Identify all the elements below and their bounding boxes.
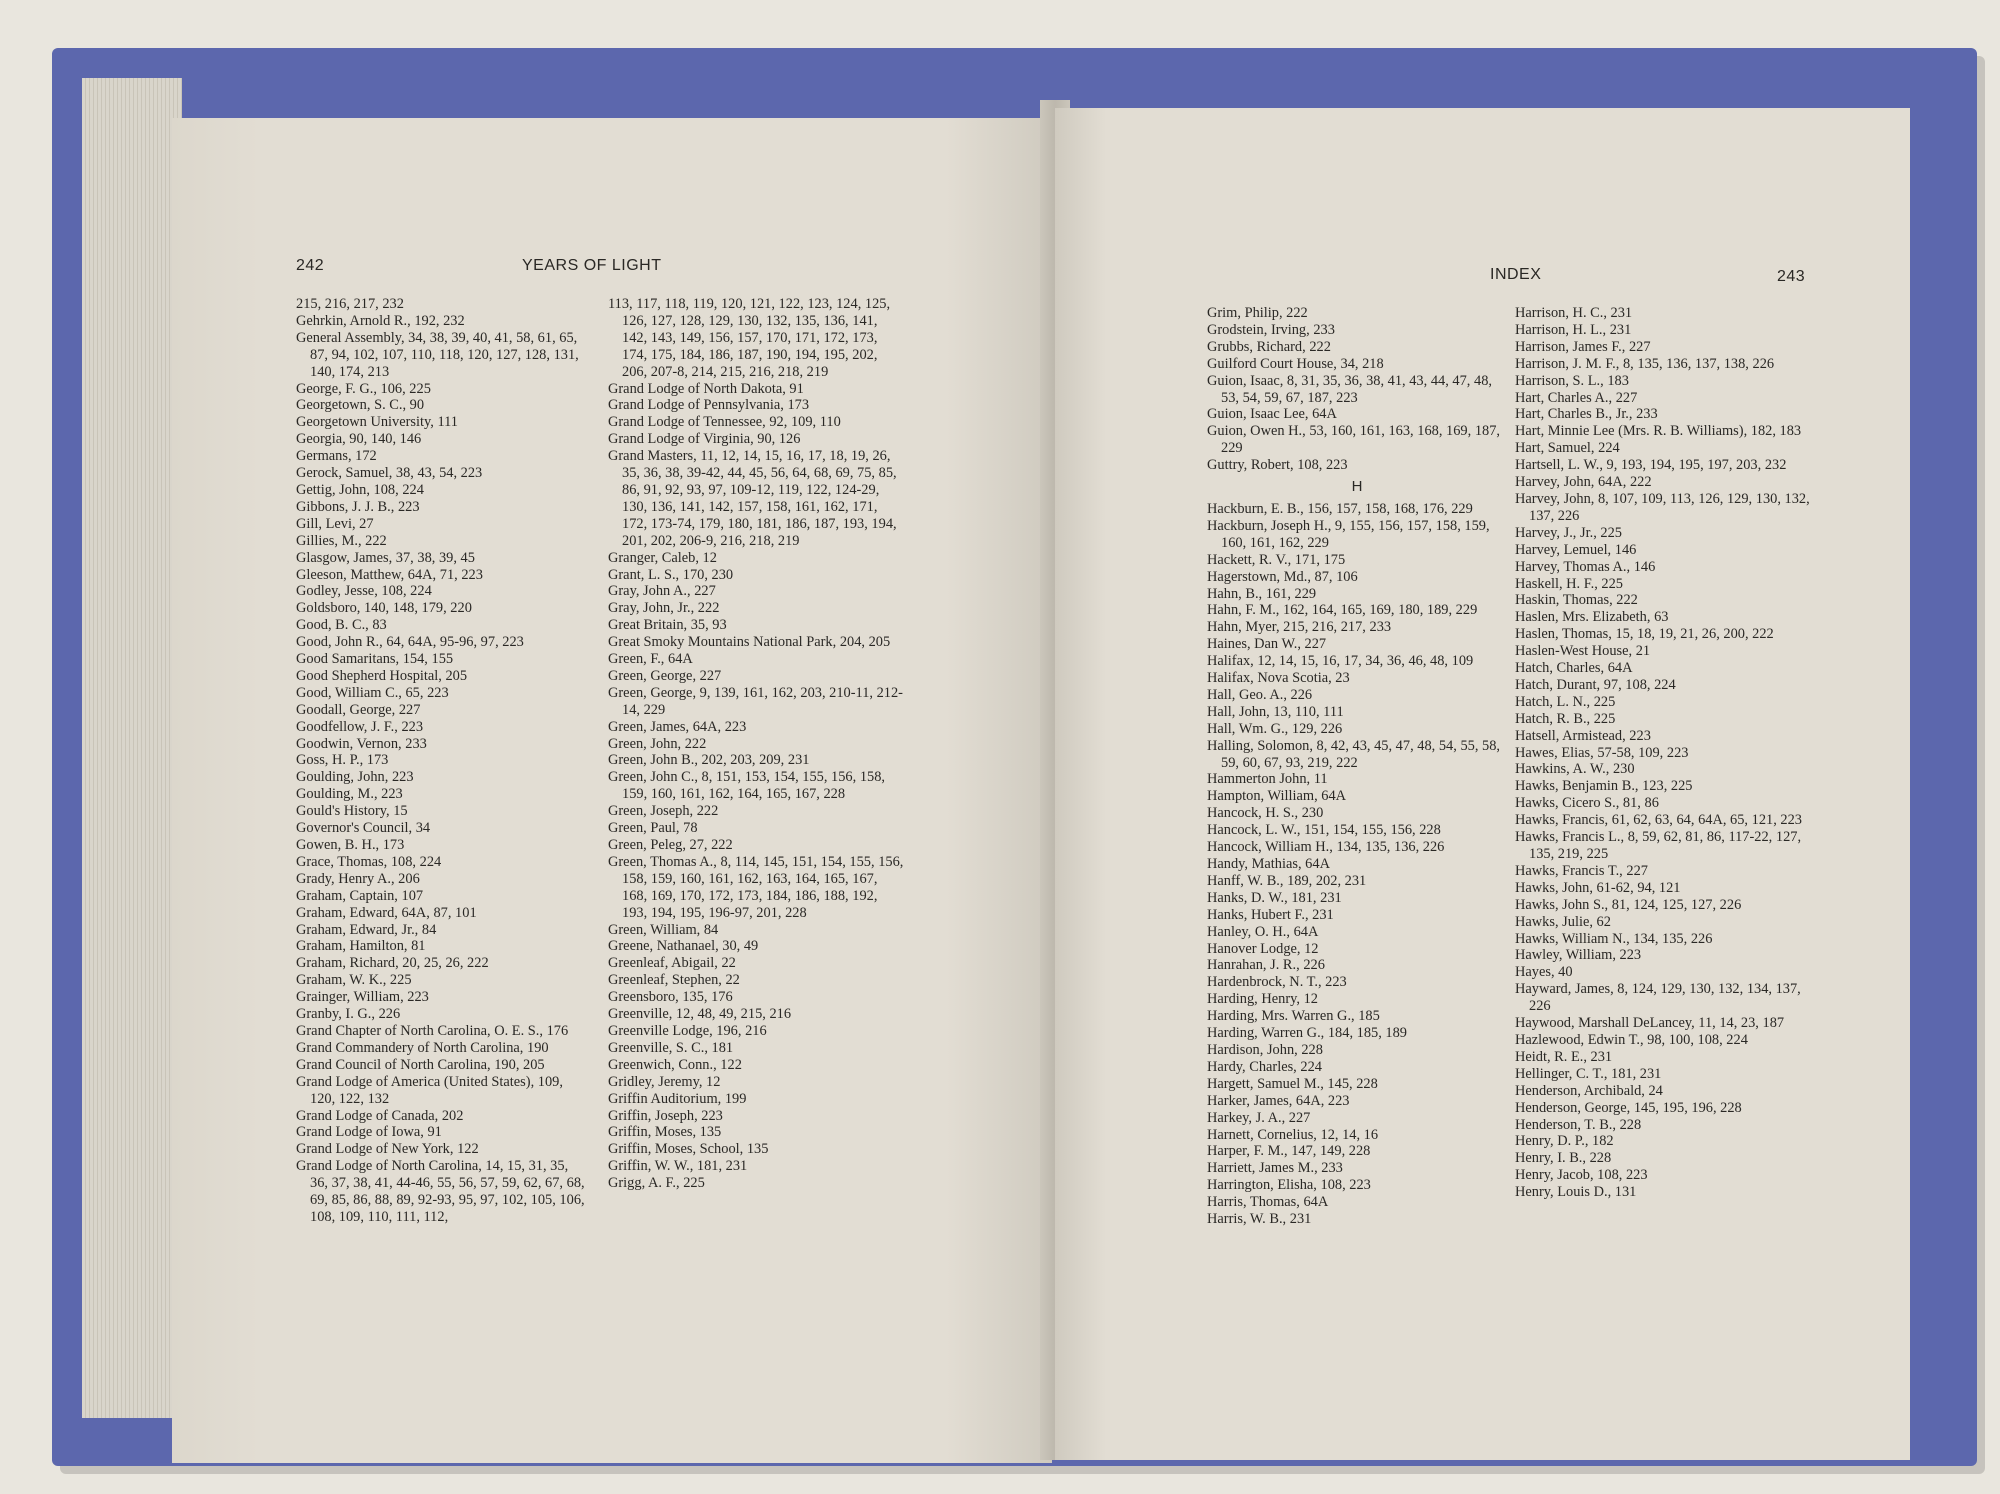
index-entry: Griffin Auditorium, 199 — [608, 1090, 747, 1107]
index-entry: Hazlewood, Edwin T., 98, 100, 108, 224 — [1515, 1031, 1748, 1048]
index-entry: Harvey, John, 64A, 222 — [1515, 474, 1652, 491]
index-entry: Harrison, J. M. F., 8, 135, 136, 137, 138, 226 — [1515, 355, 1775, 372]
index-entry: Good Samaritans, 154, 155 — [296, 651, 454, 668]
index-entry: Henderson, T. B., 228 — [1515, 1116, 1642, 1133]
left-page — [172, 118, 1052, 1463]
index-entry: Green, F., 64A — [608, 651, 693, 668]
index-entry: Grand Commandery of North Carolina, 190 — [296, 1039, 549, 1056]
index-entry: Greenville Lodge, 196, 216 — [608, 1022, 767, 1039]
index-entry: Hancock, L. W., 151, 154, 155, 156, 228 — [1207, 822, 1441, 839]
index-entry: Griffin, Moses, 135 — [608, 1124, 722, 1141]
index-entry: Grand Lodge of North Carolina, 14, 15, 31, 35, 36, 37, 38, 41, 44-46, 55, 56, 57, 59, 62, 67, 68, 69, 85, 86, 88, 89, 92-93, 95, 97, 102, 105, 106, 108, 109, 110, 111, 112, — [296, 1158, 585, 1225]
index-entry: Harris, Thomas, 64A — [1207, 1194, 1329, 1211]
running-title-left: YEARS OF LIGHT — [522, 257, 662, 274]
index-entry: Good, William C., 65, 223 — [296, 684, 449, 701]
index-entry: Greene, Nathanael, 30, 49 — [608, 938, 759, 955]
index-entry: Harris, W. B., 231 — [1207, 1211, 1312, 1228]
index-entry: Hawkins, A. W., 230 — [1515, 761, 1635, 778]
index-entry: Green, James, 64A, 223 — [608, 718, 747, 735]
page-number-left: 242 — [296, 257, 325, 274]
index-entry: Gettig, John, 108, 224 — [296, 481, 424, 498]
index-entry: Hancock, H. S., 230 — [1207, 805, 1324, 822]
index-entry: Germans, 172 — [296, 448, 377, 465]
index-entry: Henry, Jacob, 108, 223 — [1515, 1167, 1648, 1184]
index-entry: Hanley, O. H., 64A — [1207, 923, 1319, 940]
index-entry: Hancock, William H., 134, 135, 136, 226 — [1207, 839, 1445, 856]
index-column-right-2 — [1515, 305, 1813, 1201]
index-entry: Grand Lodge of Tennessee, 92, 109, 110 — [608, 414, 841, 431]
index-entry: Green, George, 227 — [608, 667, 722, 684]
index-entry: Guttry, Robert, 108, 223 — [1207, 457, 1348, 474]
index-entry: Goodfellow, J. F., 223 — [296, 718, 424, 735]
index-entry: Hawks, John S., 81, 124, 125, 127, 226 — [1515, 896, 1742, 913]
index-entry: 113, 117, 118, 119, 120, 121, 122, 123, 124, 125, 126, 127, 128, 129, 130, 132, 135, 136, 141, 142, 143, 149, 156, 157, 170, 171, 172, 173, 174, 175, 184, 186, 187, 190, 194, 195, 202, 206, 207-8, 214, 215, 216, 218, 219 — [608, 296, 891, 380]
index-entry: Good Shepherd Hospital, 205 — [296, 667, 468, 684]
index-entry: Hawks, Francis T., 227 — [1515, 862, 1648, 879]
index-entry: Hackburn, E. B., 156, 157, 158, 168, 176, 229 — [1207, 500, 1473, 517]
index-entry: Grant, L. S., 170, 230 — [608, 566, 734, 583]
index-entry: Graham, Edward, Jr., 84 — [296, 921, 437, 938]
index-entry: Hardy, Charles, 224 — [1207, 1058, 1322, 1075]
index-entry: Grigg, A. F., 225 — [608, 1175, 705, 1192]
index-entry: Harding, Henry, 12 — [1207, 991, 1318, 1008]
index-entry: Gill, Levi, 27 — [296, 515, 374, 532]
index-entry: Gridley, Jeremy, 12 — [608, 1073, 721, 1090]
index-entry: Great Britain, 35, 93 — [608, 617, 727, 634]
index-entry: Hart, Samuel, 224 — [1515, 440, 1620, 457]
index-entry: Guion, Isaac Lee, 64A — [1207, 406, 1337, 423]
index-entry: Gerock, Samuel, 38, 43, 54, 223 — [296, 465, 483, 482]
index-entry: Hawks, John, 61-62, 94, 121 — [1515, 879, 1681, 896]
index-entry: Grand Lodge of Iowa, 91 — [296, 1124, 442, 1141]
index-entry: Gillies, M., 222 — [296, 532, 387, 549]
index-entry: Haines, Dan W., 227 — [1207, 636, 1327, 653]
index-entry: Grady, Henry A., 206 — [296, 870, 420, 887]
index-entry: Harrison, James F., 227 — [1515, 338, 1651, 355]
index-entry: Haywood, Marshall DeLancey, 11, 14, 23, 187 — [1515, 1015, 1785, 1032]
index-entry: Hanks, D. W., 181, 231 — [1207, 889, 1342, 906]
index-entry: Hart, Charles B., Jr., 233 — [1515, 406, 1658, 423]
index-entry: Hanff, W. B., 189, 202, 231 — [1207, 872, 1367, 889]
index-column-right-1 — [1207, 305, 1507, 1228]
index-entry: Good, John R., 64, 64A, 95-96, 97, 223 — [296, 634, 524, 651]
index-entry: Gleeson, Matthew, 64A, 71, 223 — [296, 566, 483, 583]
index-entry: Goulding, M., 223 — [296, 786, 403, 803]
index-entry: 215, 216, 217, 232 — [296, 296, 404, 312]
index-entry: Graham, Richard, 20, 25, 26, 222 — [296, 955, 489, 972]
index-entry: Graham, W. K., 225 — [296, 972, 412, 989]
index-entry: Hackett, R. V., 171, 175 — [1207, 551, 1346, 568]
index-entry: Hawks, Julie, 62 — [1515, 913, 1611, 930]
index-entry: Grand Council of North Carolina, 190, 205 — [296, 1056, 545, 1073]
section-letter: H — [1351, 478, 1363, 496]
index-entry: Hardison, John, 228 — [1207, 1041, 1323, 1058]
running-title-right: INDEX — [1490, 266, 1542, 283]
index-entry: Harrington, Elisha, 108, 223 — [1207, 1177, 1371, 1194]
index-entry: Harrison, S. L., 183 — [1515, 372, 1629, 389]
index-entry: Haslen, Thomas, 15, 18, 19, 21, 26, 200, 222 — [1515, 626, 1774, 643]
index-entry: Hall, Wm. G., 129, 226 — [1207, 720, 1343, 737]
index-entry: Henderson, Archibald, 24 — [1515, 1082, 1663, 1099]
page-number-right: 243 — [1777, 268, 1806, 285]
index-entry: Green, John B., 202, 203, 209, 231 — [608, 752, 810, 769]
index-entry: Hanks, Hubert F., 231 — [1207, 906, 1334, 923]
index-entry: Hellinger, C. T., 181, 231 — [1515, 1065, 1662, 1082]
index-entry: Green, Joseph, 222 — [608, 803, 719, 820]
index-entry: Harnett, Cornelius, 12, 14, 16 — [1207, 1126, 1379, 1143]
index-entry: Hall, John, 13, 110, 111 — [1207, 703, 1344, 720]
index-entry: Gibbons, J. J. B., 223 — [296, 498, 420, 515]
index-entry: Griffin, W. W., 181, 231 — [608, 1158, 748, 1175]
index-entry: Henderson, George, 145, 195, 196, 228 — [1515, 1099, 1742, 1116]
index-entry: Harding, Mrs. Warren G., 185 — [1207, 1008, 1380, 1025]
index-entry: Hawks, Francis L., 8, 59, 62, 81, 86, 117-22, 127, 135, 219, 225 — [1515, 829, 1802, 862]
index-entry: Hawks, Benjamin B., 123, 225 — [1515, 778, 1693, 795]
index-entry: Good, B. C., 83 — [296, 617, 387, 634]
index-entry: Hayes, 40 — [1515, 964, 1573, 981]
index-entry: Hahn, Myer, 215, 216, 217, 233 — [1207, 619, 1392, 636]
index-entry: Hatsell, Armistead, 223 — [1515, 727, 1651, 744]
index-entry: Harvey, J., Jr., 225 — [1515, 524, 1622, 541]
index-entry: Great Smoky Mountains National Park, 204, 205 — [608, 634, 891, 651]
index-entry: Green, George, 9, 139, 161, 162, 203, 210-11, 212-14, 229 — [608, 684, 903, 718]
index-entry: Griffin, Joseph, 223 — [608, 1107, 723, 1124]
index-entry: Goldsboro, 140, 148, 179, 220 — [296, 600, 472, 617]
index-entry: Guion, Isaac, 8, 31, 35, 36, 38, 41, 43, 44, 47, 48, 53, 54, 59, 67, 187, 223 — [1207, 372, 1492, 406]
index-entry: Granby, I. G., 226 — [296, 1006, 401, 1023]
index-entry: Halifax, 12, 14, 15, 16, 17, 34, 36, 46, 48, 109 — [1207, 653, 1474, 670]
index-entry: Greenleaf, Abigail, 22 — [608, 955, 736, 972]
index-entry: Hawes, Elias, 57-58, 109, 223 — [1515, 744, 1689, 761]
index-entry: Henry, I. B., 228 — [1515, 1150, 1612, 1167]
index-entry: Hawley, William, 223 — [1515, 947, 1642, 964]
index-entry: Grubbs, Richard, 222 — [1207, 338, 1331, 355]
index-entry: Hagerstown, Md., 87, 106 — [1207, 568, 1358, 585]
index-entry: Harvey, Lemuel, 146 — [1515, 541, 1637, 558]
index-entry: Henry, Louis D., 131 — [1515, 1184, 1637, 1201]
index-entry: Heidt, R. E., 231 — [1515, 1048, 1613, 1065]
index-entry: Goodall, George, 227 — [296, 701, 421, 718]
index-entry: Haslen, Mrs. Elizabeth, 63 — [1515, 609, 1669, 626]
index-column-left-1 — [296, 296, 586, 1226]
index-entry: Hawks, Cicero S., 81, 86 — [1515, 795, 1659, 812]
index-entry: Hatch, R. B., 225 — [1515, 710, 1616, 727]
index-entry: Gray, John A., 227 — [608, 583, 716, 600]
index-entry: Grand Masters, 11, 12, 14, 15, 16, 17, 18, 19, 26, 35, 36, 38, 39-42, 44, 45, 56, 64, 68, 69, 75, 85, 86, 91, 92, 93, 97, 109-12, 119, 122, 124-29, 130, 136, 141, 142, 157, 158, 161, 162, 171, 172, 173-74, 179, 180, 181, 186, 187, 193, 194, 201, 202, 206-9, 216, 218, 219 — [608, 448, 897, 549]
index-entry: Governor's Council, 34 — [296, 820, 431, 837]
index-entry: Hawks, William N., 134, 135, 226 — [1515, 930, 1713, 947]
index-entry: Grand Lodge of Canada, 202 — [296, 1107, 464, 1124]
index-entry: Haskell, H. F., 225 — [1515, 575, 1623, 592]
index-entry: Hampton, William, 64A — [1207, 788, 1347, 805]
index-entry: General Assembly, 34, 38, 39, 40, 41, 58, 61, 65, 87, 94, 102, 107, 110, 118, 120, 127, 128, 131, 140, 174, 213 — [296, 329, 579, 380]
index-entry: Guion, Owen H., 53, 160, 161, 163, 168, 169, 187, 229 — [1207, 423, 1500, 457]
index-entry: Grand Lodge of Virginia, 90, 126 — [608, 431, 801, 448]
index-entry: Granger, Caleb, 12 — [608, 549, 717, 566]
index-entry: Graham, Edward, 64A, 87, 101 — [296, 904, 477, 921]
index-entry: Harvey, John, 8, 107, 109, 113, 126, 129, 130, 132, 137, 226 — [1515, 490, 1810, 524]
index-entry: Hatch, Durant, 97, 108, 224 — [1515, 676, 1676, 693]
index-entry: Hatch, L. N., 225 — [1515, 693, 1616, 710]
index-entry: Grand Lodge of Pennsylvania, 173 — [608, 397, 810, 414]
index-entry: Handy, Mathias, 64A — [1207, 856, 1330, 872]
index-entry: Goodwin, Vernon, 233 — [296, 735, 427, 752]
index-entry: Haskin, Thomas, 222 — [1515, 592, 1638, 609]
index-entry: Henry, D. P., 182 — [1515, 1133, 1614, 1150]
index-entry: Halifax, Nova Scotia, 23 — [1207, 670, 1350, 687]
index-entry: Griffin, Moses, School, 135 — [608, 1141, 769, 1158]
index-entry: Green, William, 84 — [608, 921, 719, 938]
index-entry: Hawks, Francis, 61, 62, 63, 64, 64A, 65, 121, 223 — [1515, 812, 1802, 829]
index-entry: Greenleaf, Stephen, 22 — [608, 972, 740, 989]
index-entry: Grand Chapter of North Carolina, O. E. S., 176 — [296, 1022, 569, 1039]
index-entry: Glasgow, James, 37, 38, 39, 45 — [296, 549, 475, 566]
index-entry: Harriett, James M., 233 — [1207, 1160, 1343, 1177]
index-entry: George, F. G., 106, 225 — [296, 380, 431, 397]
index-entry: Greenwich, Conn., 122 — [608, 1056, 742, 1073]
index-entry: Hammerton John, 11 — [1207, 771, 1328, 788]
index-entry: Gehrkin, Arnold R., 192, 232 — [296, 312, 465, 329]
index-entry: Green, John, 222 — [608, 735, 707, 752]
index-entry: Grainger, William, 223 — [296, 989, 429, 1006]
index-entry: Grim, Philip, 222 — [1207, 305, 1308, 321]
index-entry: Harper, F. M., 147, 149, 228 — [1207, 1143, 1371, 1160]
index-entry: Green, John C., 8, 151, 153, 154, 155, 156, 158, 159, 160, 161, 162, 164, 165, 167, 228 — [608, 769, 886, 803]
index-entry: Graham, Captain, 107 — [296, 887, 424, 904]
index-entry: Hayward, James, 8, 124, 129, 130, 132, 134, 137, 226 — [1515, 981, 1801, 1015]
index-entry: Hahn, B., 161, 229 — [1207, 585, 1317, 602]
index-entry: Hargett, Samuel M., 145, 228 — [1207, 1075, 1378, 1092]
index-entry: Georgetown University, 111 — [296, 414, 458, 431]
index-entry: Hall, Geo. A., 226 — [1207, 686, 1313, 703]
index-entry: Grodstein, Irving, 233 — [1207, 321, 1335, 338]
index-entry: Harkey, J. A., 227 — [1207, 1109, 1311, 1126]
index-entry: Greenville, S. C., 181 — [608, 1039, 734, 1056]
index-column-left-2 — [608, 296, 906, 1192]
index-entry: Hatch, Charles, 64A — [1515, 660, 1633, 677]
index-entry: Hartsell, L. W., 9, 193, 194, 195, 197, 203, 232 — [1515, 457, 1787, 474]
index-entry: Graham, Hamilton, 81 — [296, 938, 426, 955]
index-entry: Green, Thomas A., 8, 114, 145, 151, 154, 155, 156, 158, 159, 160, 161, 162, 163, 164, 165, 167, 168, 169, 170, 172, 173, 184, 186, 188, 192, 193, 194, 195, 196-97, 201, 228 — [608, 853, 904, 921]
index-entry: Guilford Court House, 34, 218 — [1207, 355, 1384, 372]
index-entry: Grand Lodge of America (United States), 109, 120, 122, 132 — [296, 1073, 563, 1107]
index-entry: Green, Peleg, 27, 222 — [608, 837, 733, 853]
index-entry: Goulding, John, 223 — [296, 769, 414, 786]
index-entry: Green, Paul, 78 — [608, 820, 698, 837]
index-entry: Georgetown, S. C., 90 — [296, 397, 425, 414]
index-entry: Haslen-West House, 21 — [1515, 643, 1651, 660]
index-entry: Gowen, B. H., 173 — [296, 837, 405, 853]
index-entry: Hart, Charles A., 227 — [1515, 389, 1638, 406]
index-entry: Harrison, H. L., 231 — [1515, 321, 1632, 338]
index-entry: Halling, Solomon, 8, 42, 43, 45, 47, 48, 54, 55, 58, 59, 60, 67, 93, 219, 222 — [1207, 737, 1501, 771]
index-entry: Goss, H. P., 173 — [296, 752, 389, 769]
index-entry: Gray, John, Jr., 222 — [608, 600, 720, 617]
index-entry: Godley, Jesse, 108, 224 — [296, 583, 432, 600]
index-entry: Greensboro, 135, 176 — [608, 989, 733, 1006]
index-entry: Grand Lodge of New York, 122 — [296, 1141, 479, 1158]
index-entry: Grand Lodge of North Dakota, 91 — [608, 380, 804, 397]
index-entry: Harker, James, 64A, 223 — [1207, 1092, 1350, 1109]
index-entry: Harding, Warren G., 184, 185, 189 — [1207, 1025, 1408, 1042]
index-entry: Hanover Lodge, 12 — [1207, 940, 1319, 957]
index-entry: Georgia, 90, 140, 146 — [296, 431, 422, 448]
index-entry: Hackburn, Joseph H., 9, 155, 156, 157, 158, 159, 160, 161, 162, 229 — [1207, 517, 1490, 551]
index-entry: Hanrahan, J. R., 226 — [1207, 957, 1325, 974]
index-entry: Harrison, H. C., 231 — [1515, 305, 1633, 321]
index-entry: Hardenbrock, N. T., 223 — [1207, 974, 1347, 991]
page-stack — [82, 78, 182, 1418]
right-page — [1055, 108, 1910, 1460]
index-entry: Greenville, 12, 48, 49, 215, 216 — [608, 1006, 792, 1023]
index-entry: Gould's History, 15 — [296, 803, 408, 820]
index-entry: Harvey, Thomas A., 146 — [1515, 558, 1656, 575]
index-entry: Hahn, F. M., 162, 164, 165, 169, 180, 189, 229 — [1207, 602, 1478, 619]
index-entry: Hart, Minnie Lee (Mrs. R. B. Williams), 182, 183 — [1515, 423, 1802, 440]
index-entry: Grace, Thomas, 108, 224 — [296, 853, 442, 870]
